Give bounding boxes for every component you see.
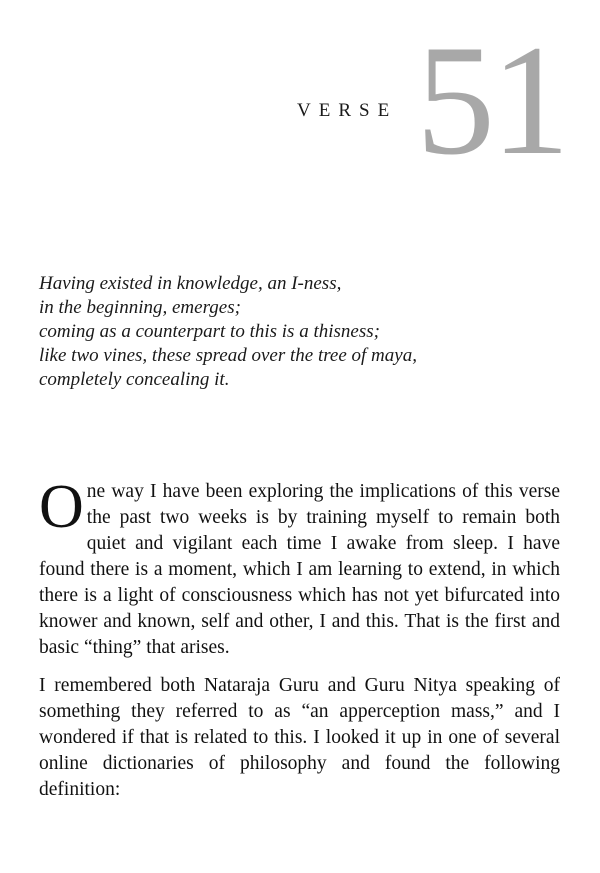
poem-line: Having existed in knowledge, an I-ness,	[39, 273, 342, 294]
verse-heading-label: VERSE	[297, 100, 398, 121]
poem-line: completely concealing it.	[39, 369, 230, 390]
verse-poem	[39, 272, 569, 392]
verse-number: 51	[416, 13, 566, 188]
poem-line: like two vines, these spread over the tree of maya,	[39, 345, 417, 366]
drop-cap: O	[39, 473, 84, 541]
paragraph: I remembered both Nataraja Guru and Guru Nitya speaking of something they referred to as “an apperception mass,” and I wondered if that is related to this. I looked it up in one of several online dictionaries of philosophy and found the following definition:	[39, 675, 560, 800]
paragraph-text: ne way I have been exploring the implications of this verse the past two weeks is by training myself to remain both quiet and vigilant each time I awake from sleep. I have found there is a moment, which I am learning to extend, in which there is a light of consciousness which has not yet bifurcated into knower and known, self and other, I and this. That is the first and basic “thing” that arises.	[39, 481, 560, 658]
poem-line: coming as a counterpart to this is a thisness;	[39, 321, 380, 342]
commentary-body	[39, 473, 560, 815]
poem-line: in the beginning, emerges;	[39, 297, 241, 318]
paragraph	[39, 473, 560, 661]
